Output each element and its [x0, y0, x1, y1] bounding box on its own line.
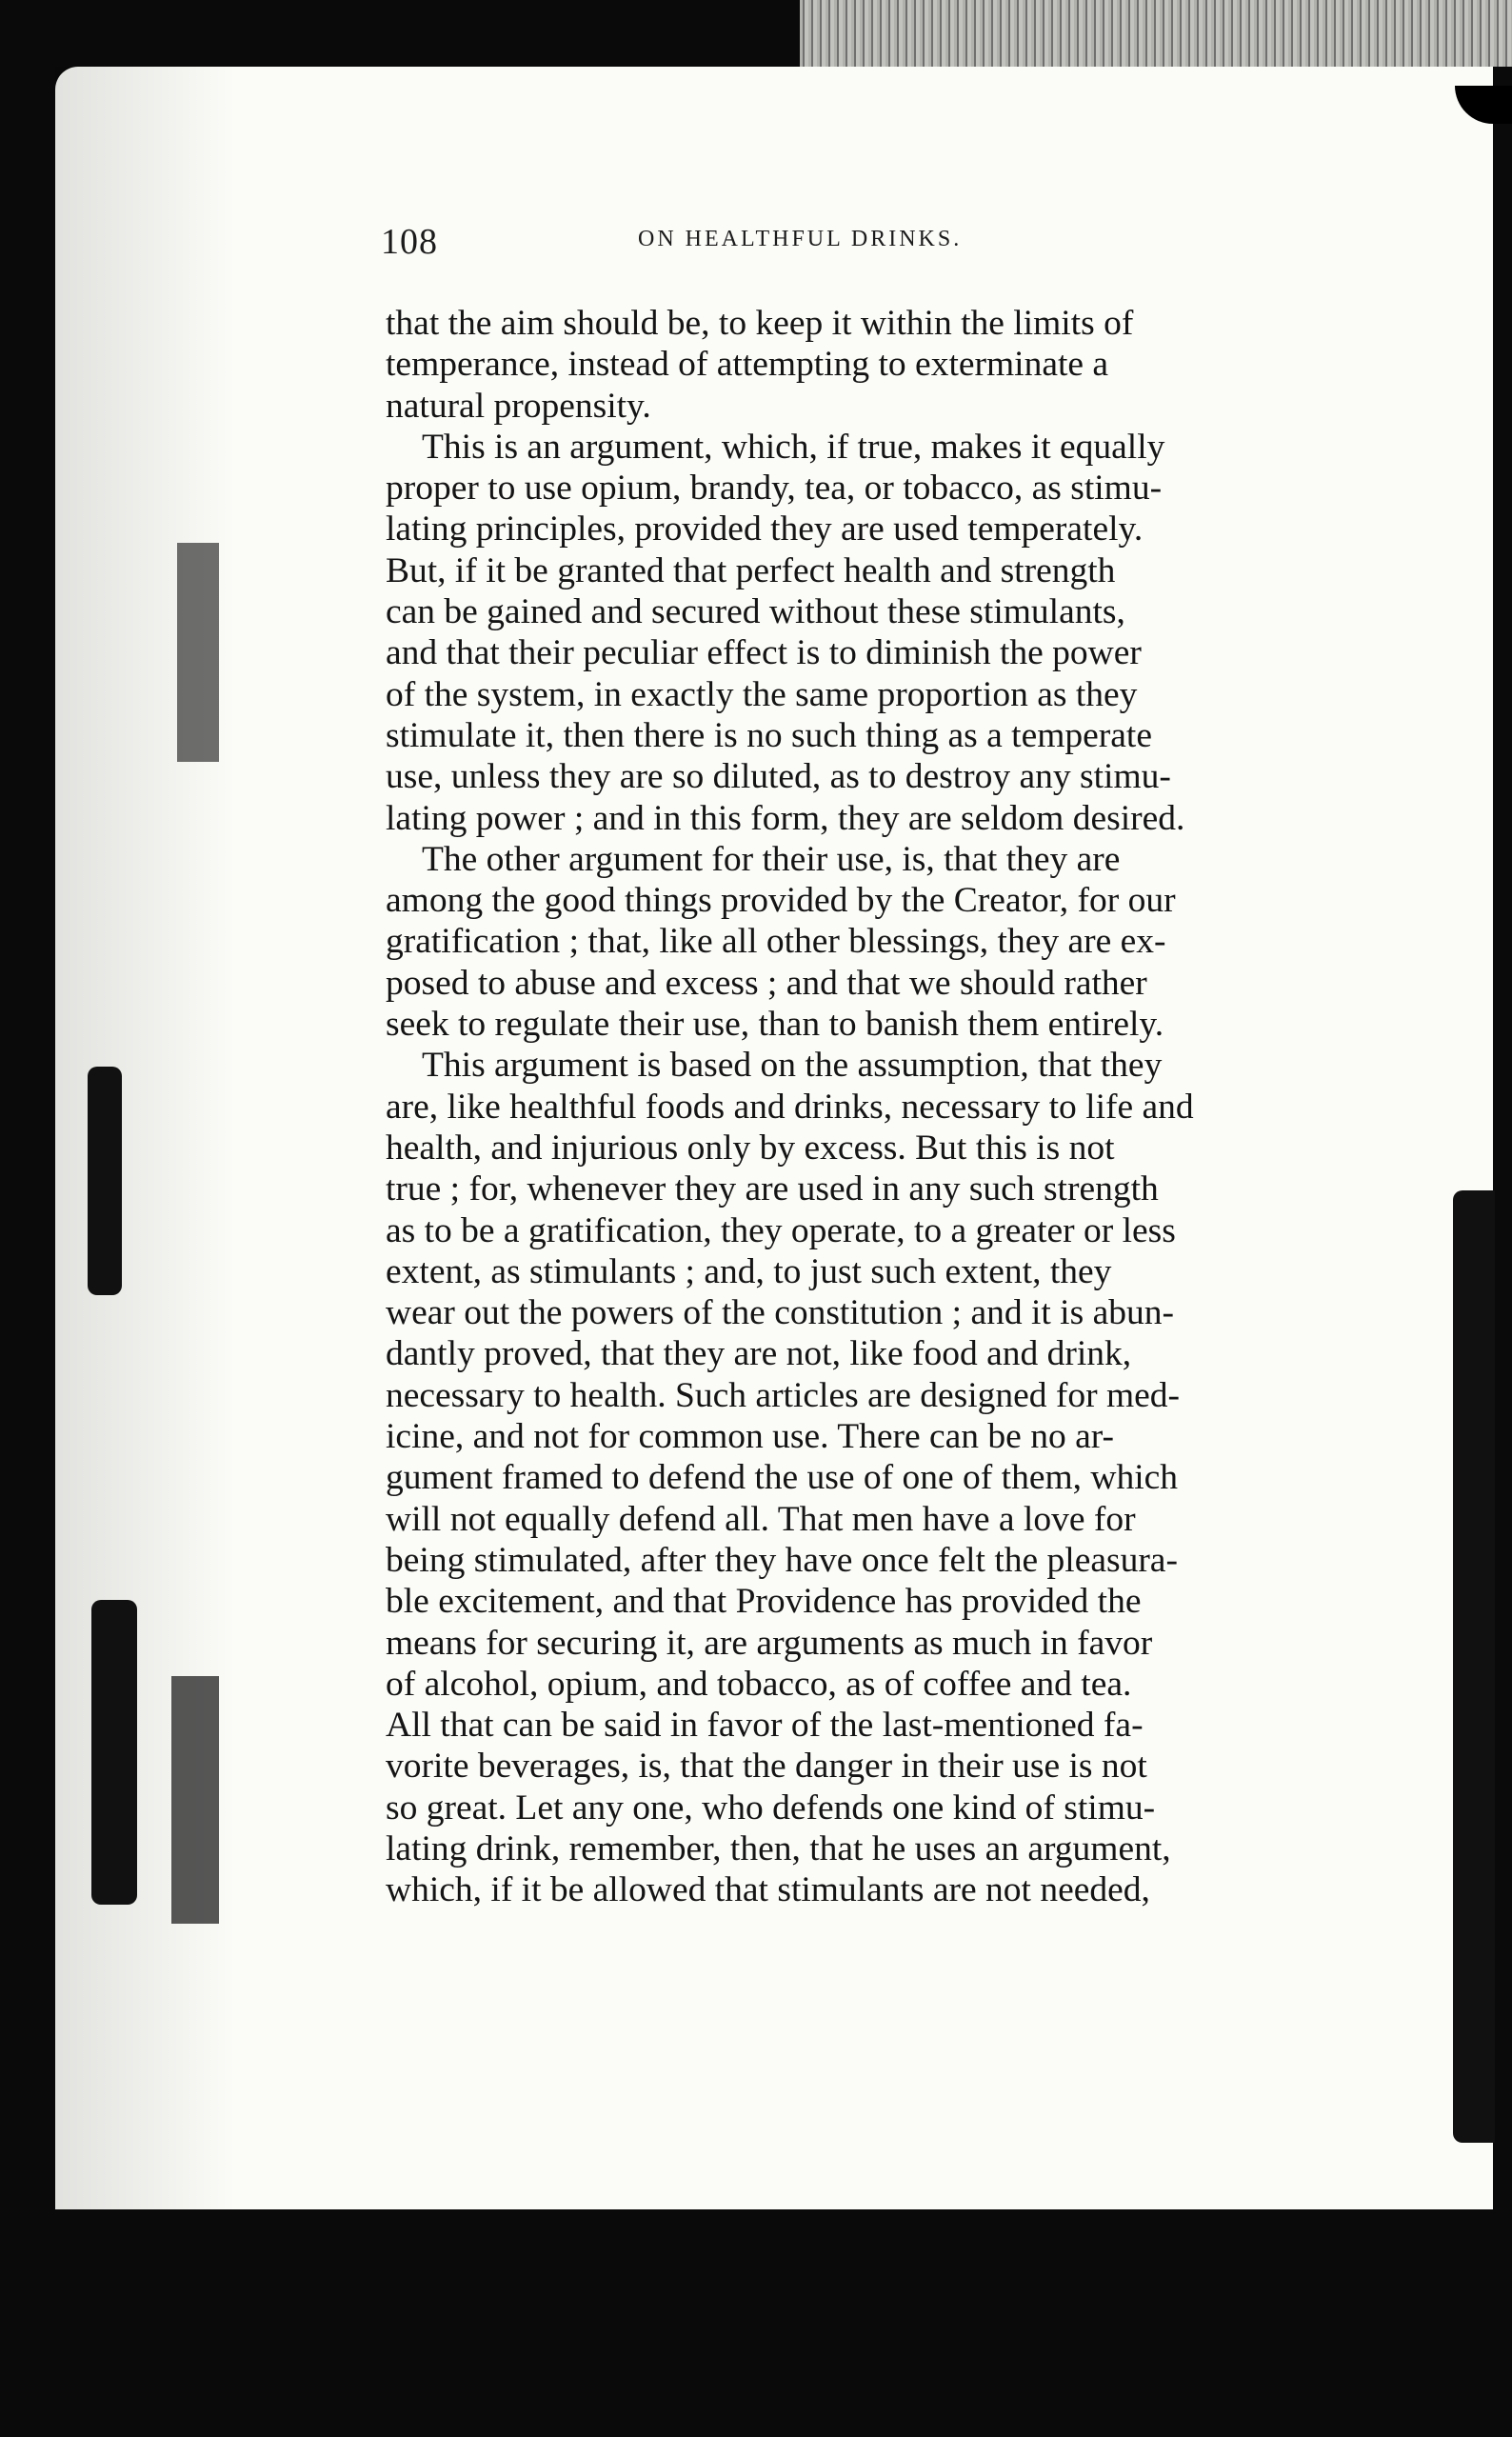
body-text [386, 303, 1300, 1911]
text-line: means for securing it, are arguments as much in favor [386, 1623, 1153, 1663]
text-line: health, and injurious only by excess. But this is not [386, 1128, 1115, 1168]
text-line: seek to regulate their use, than to banish them entirely. [386, 1005, 1164, 1045]
text-line: will not equally defend all. That men have a love for [386, 1499, 1136, 1539]
text-line: extent, as stimulants ; and, to just such extent, they [386, 1251, 1112, 1291]
binding-mark [91, 1600, 137, 1905]
text-line: which, if it be allowed that stimulants are not needed, [386, 1870, 1150, 1910]
text-line: being stimulated, after they have once felt the pleasura- [386, 1540, 1178, 1580]
text-line: This argument is based on the assumption, that they [422, 1046, 1163, 1086]
text-line: All that can be said in favor of the last-mentioned fa- [386, 1706, 1144, 1746]
text-line: But, if it be granted that perfect health and strength [386, 550, 1116, 590]
text-line: that the aim should be, to keep it within the limits of [386, 304, 1134, 343]
text-line: among the good things provided by the Creator, for our [386, 881, 1176, 921]
text-line: can be gained and secured without these stimulants, [386, 592, 1125, 632]
text-line: and that their peculiar effect is to diminish the power [386, 633, 1142, 673]
text-line: posed to abuse and excess ; and that we should rather [386, 963, 1147, 1003]
text-line: of the system, in exactly the same proportion as they [386, 674, 1138, 714]
binding-mark [171, 1676, 219, 1924]
text-line: stimulate it, then there is no such thing as a temperate [386, 715, 1152, 755]
text-line: gratification ; that, like all other blessings, they are ex- [386, 922, 1166, 962]
text-line: vorite beverages, is, that the danger in their use is not [386, 1747, 1147, 1787]
text-line: wear out the powers of the constitution ; and it is abun- [386, 1293, 1174, 1333]
text-line: lating power ; and in this form, they are seldom desired. [386, 798, 1185, 838]
text-line: natural propensity. [386, 386, 651, 426]
text-line: of alcohol, opium, and tobacco, as of coffee and tea. [386, 1664, 1132, 1704]
text-line: necessary to health. Such articles are designed for med- [386, 1375, 1181, 1415]
text-line: true ; for, whenever they are used in any such strength [386, 1169, 1159, 1209]
page-header [381, 221, 1314, 269]
text-line: as to be a gratification, they operate, to a greater or less [386, 1210, 1176, 1250]
text-line: ble excitement, and that Providence has provided the [386, 1582, 1142, 1622]
binding-mark [88, 1067, 122, 1295]
text-line: use, unless they are so diluted, as to destroy any stimu- [386, 757, 1171, 797]
text-line: proper to use opium, brandy, tea, or tobacco, as stimu- [386, 469, 1163, 509]
binding-mark [177, 543, 219, 762]
scan-edge-strip [800, 0, 1512, 67]
running-head: ON HEALTHFUL DRINKS. [638, 227, 963, 251]
text-line: lating principles, provided they are used temperately. [386, 509, 1144, 549]
text-line: temperance, instead of attempting to exterminate a [386, 345, 1109, 385]
text-line: icine, and not for common use. There can be no ar- [386, 1417, 1114, 1457]
text-line: dantly proved, that they are not, like food and drink, [386, 1334, 1132, 1374]
page-number: 108 [381, 222, 438, 262]
text-line: gument framed to defend the use of one of them, which [386, 1458, 1179, 1498]
page-edge-shadow [1453, 1190, 1495, 2143]
text-line: The other argument for their use, is, that they are [422, 839, 1121, 879]
text-line: so great. Let any one, who defends one kind of stimu- [386, 1788, 1156, 1828]
text-line: lating drink, remember, then, that he uses an argument, [386, 1828, 1171, 1868]
text-line: are, like healthful foods and drinks, necessary to life and [386, 1087, 1194, 1127]
text-line: This is an argument, which, if true, makes it equally [422, 427, 1165, 467]
